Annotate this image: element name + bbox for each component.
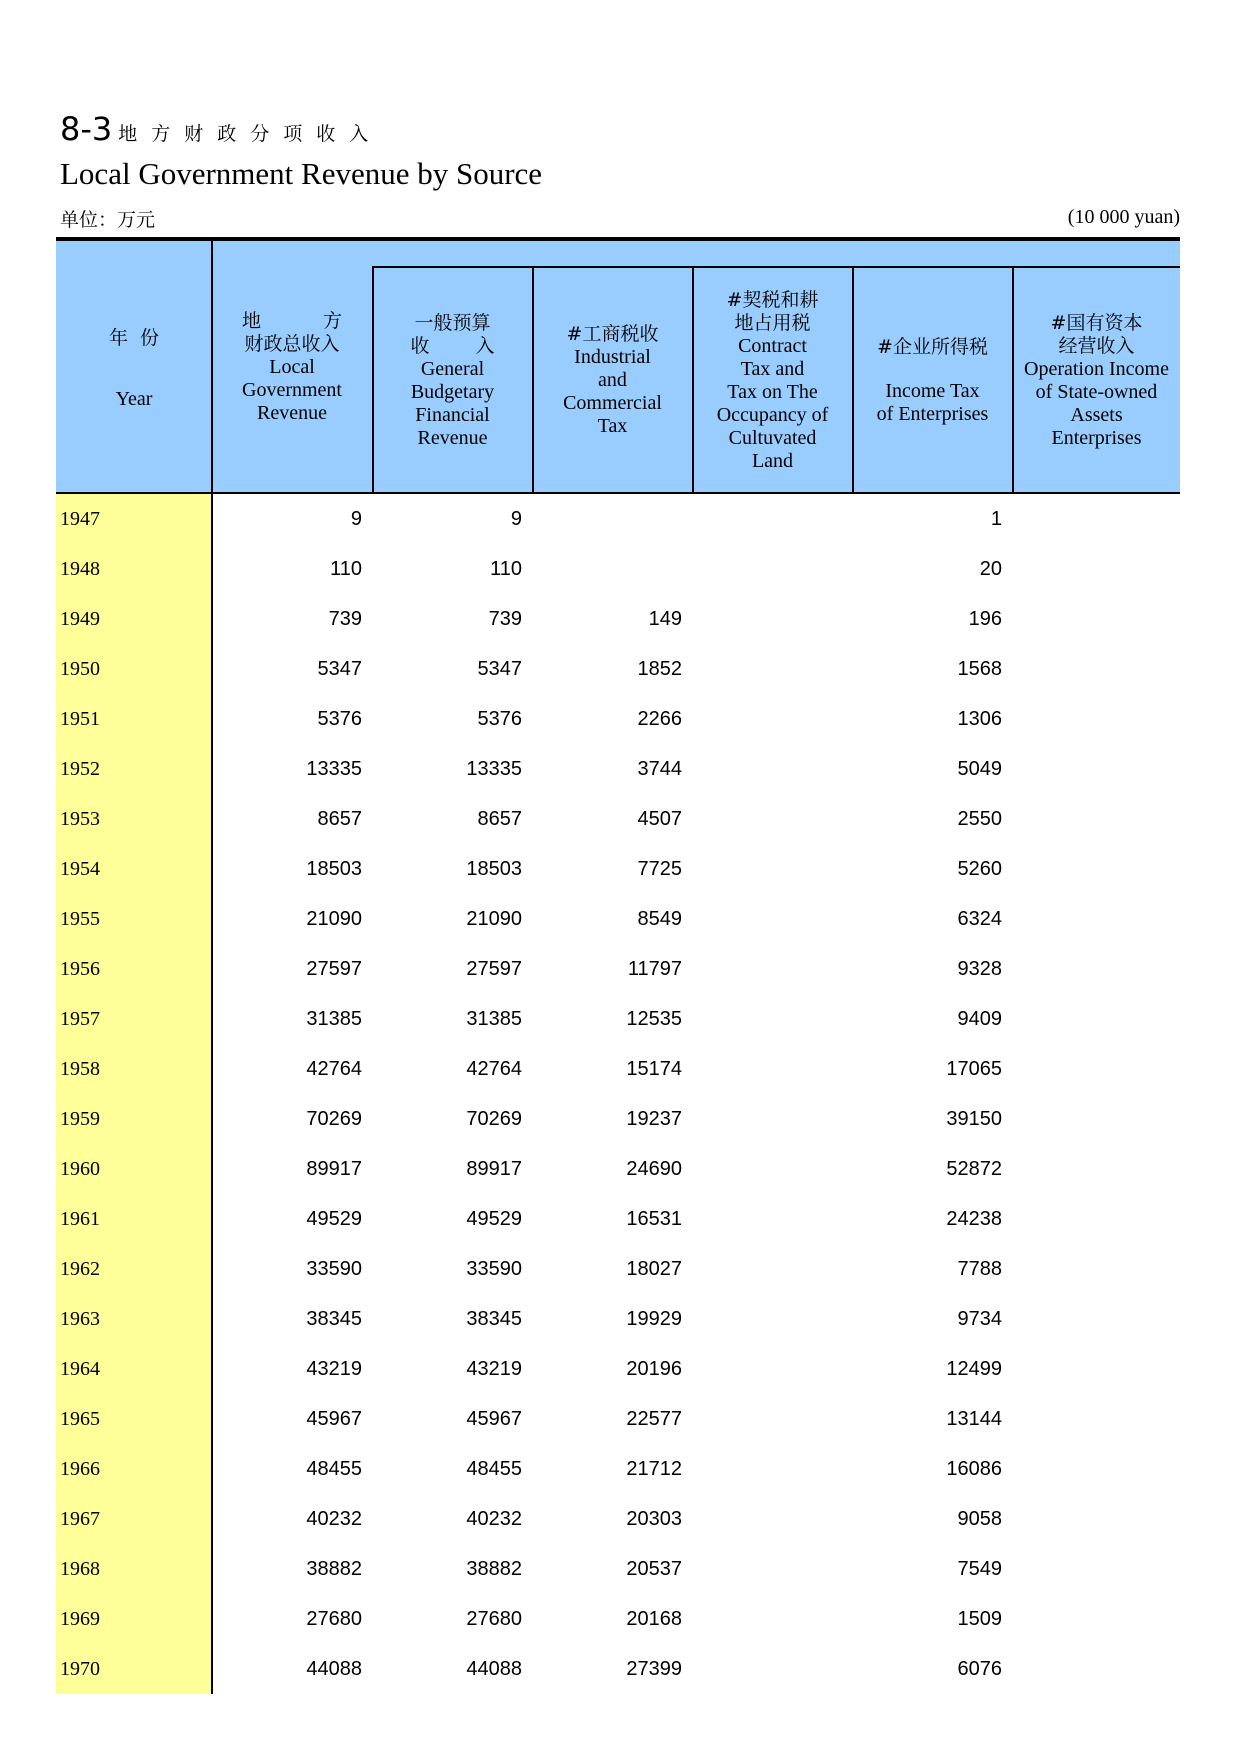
page-title-chinese bbox=[60, 110, 382, 148]
cell-industrial: 20196 bbox=[626, 1358, 682, 1380]
table-row bbox=[56, 1593, 1180, 1643]
cell-total: 38882 bbox=[306, 1558, 362, 1580]
header-general-cn-top: 一般预算 bbox=[414, 311, 491, 334]
cell-industrial: 27399 bbox=[626, 1658, 682, 1680]
cell-income: 16086 bbox=[946, 1458, 1002, 1480]
row-year: 1970 bbox=[60, 1658, 100, 1680]
cell-total: 33590 bbox=[306, 1258, 362, 1280]
row-year: 1959 bbox=[60, 1108, 100, 1130]
header-local-cn-bottom: 财政总收入 bbox=[244, 332, 340, 355]
header-state-assets bbox=[1013, 268, 1180, 493]
unit-label-chinese: 单位：万元 bbox=[60, 209, 156, 231]
cell-income: 5260 bbox=[957, 858, 1002, 880]
cell-industrial: 18027 bbox=[626, 1258, 682, 1280]
row-year: 1955 bbox=[60, 908, 100, 930]
cell-industrial: 12535 bbox=[626, 1008, 682, 1030]
cell-industrial: 20303 bbox=[626, 1508, 682, 1530]
cell-general: 739 bbox=[488, 608, 522, 630]
cell-income: 17065 bbox=[946, 1058, 1002, 1080]
row-year: 1949 bbox=[60, 608, 100, 630]
cell-general: 40232 bbox=[466, 1508, 522, 1530]
header-income-en-2: of Enterprises bbox=[876, 402, 989, 425]
cell-general: 48455 bbox=[466, 1458, 522, 1480]
header-general-cn-right: 入 bbox=[475, 334, 495, 357]
cell-income: 13144 bbox=[946, 1408, 1002, 1430]
row-year: 1961 bbox=[60, 1208, 100, 1230]
header-local-cn-right: 方 bbox=[322, 309, 342, 332]
table-row bbox=[56, 1043, 1180, 1093]
header-contract-tax bbox=[693, 268, 852, 493]
table-row bbox=[56, 893, 1180, 943]
cell-total: 70269 bbox=[306, 1108, 362, 1130]
row-year: 1962 bbox=[60, 1258, 100, 1280]
cell-total: 89917 bbox=[306, 1158, 362, 1180]
header-state-cn-1: #国有资本 bbox=[1050, 311, 1143, 334]
cell-industrial: 16531 bbox=[626, 1208, 682, 1230]
table-row bbox=[56, 843, 1180, 893]
row-year: 1947 bbox=[60, 508, 100, 530]
header-contract-cn-2: 地占用税 bbox=[734, 311, 811, 334]
row-year: 1953 bbox=[60, 808, 100, 830]
cell-total: 110 bbox=[330, 558, 362, 580]
table-row bbox=[56, 543, 1180, 593]
cell-industrial: 149 bbox=[648, 608, 682, 630]
page-title-english: Local Government Revenue by Source bbox=[60, 156, 543, 191]
header-contract-en-6: Land bbox=[751, 449, 794, 472]
header-local-cn-left: 地 bbox=[242, 309, 262, 332]
cell-total: 40232 bbox=[306, 1508, 362, 1530]
cell-income: 2550 bbox=[957, 808, 1002, 830]
table-row bbox=[56, 1143, 1180, 1193]
cell-total: 5347 bbox=[317, 658, 362, 680]
header-state-en-1: Operation Income bbox=[1024, 357, 1169, 380]
header-general-en-2: Budgetary bbox=[410, 380, 495, 403]
unit-label-english: (10 000 yuan) bbox=[1067, 206, 1180, 228]
header-local-en-3: Revenue bbox=[257, 401, 327, 424]
cell-total: 13335 bbox=[306, 758, 362, 780]
cell-total: 8657 bbox=[317, 808, 362, 830]
row-year: 1950 bbox=[60, 658, 100, 680]
header-general-en-1: General bbox=[420, 357, 485, 380]
cell-total: 9 bbox=[350, 508, 362, 530]
row-year: 1963 bbox=[60, 1308, 100, 1330]
cell-general: 42764 bbox=[466, 1058, 522, 1080]
cell-income: 12499 bbox=[946, 1358, 1002, 1380]
row-year: 1960 bbox=[60, 1158, 100, 1180]
cell-general: 5347 bbox=[477, 658, 522, 680]
cell-industrial: 20537 bbox=[626, 1558, 682, 1580]
cell-general: 27680 bbox=[466, 1608, 522, 1630]
table-row bbox=[56, 1293, 1180, 1343]
cell-total: 45967 bbox=[306, 1408, 362, 1430]
cell-industrial: 24690 bbox=[626, 1158, 682, 1180]
cell-income: 196 bbox=[968, 608, 1002, 630]
cell-industrial: 19237 bbox=[626, 1108, 682, 1130]
cell-total: 42764 bbox=[306, 1058, 362, 1080]
header-income-cn: #企业所得税 bbox=[877, 335, 988, 358]
table-row bbox=[56, 993, 1180, 1043]
cell-total: 27680 bbox=[306, 1608, 362, 1630]
cell-industrial: 3744 bbox=[637, 758, 682, 780]
table-row bbox=[56, 1493, 1180, 1543]
cell-income: 7788 bbox=[957, 1258, 1002, 1280]
header-contract-en-4: Occupancy of bbox=[716, 403, 829, 426]
cell-total: 5376 bbox=[317, 708, 362, 730]
cell-general: 31385 bbox=[466, 1008, 522, 1030]
cell-industrial: 11797 bbox=[627, 958, 682, 980]
cell-industrial: 20168 bbox=[626, 1608, 682, 1630]
header-contract-cn-1: #契税和耕 bbox=[726, 288, 819, 311]
cell-income: 9734 bbox=[957, 1308, 1002, 1330]
cell-industrial: 1852 bbox=[637, 658, 682, 680]
table-row bbox=[56, 493, 1180, 543]
title-chinese-text: 地方财政分项收入 bbox=[118, 123, 383, 145]
cell-income: 9328 bbox=[957, 958, 1002, 980]
cell-income: 9058 bbox=[957, 1508, 1002, 1530]
cell-income: 52872 bbox=[946, 1158, 1002, 1180]
cell-general: 27597 bbox=[466, 958, 522, 980]
cell-industrial: 19929 bbox=[626, 1308, 682, 1330]
row-year: 1966 bbox=[60, 1458, 100, 1480]
cell-total: 21090 bbox=[306, 908, 362, 930]
cell-income: 6076 bbox=[957, 1658, 1002, 1680]
cell-general: 70269 bbox=[466, 1108, 522, 1130]
cell-income: 39150 bbox=[946, 1108, 1002, 1130]
header-industrial-en-2: and bbox=[598, 369, 627, 391]
cell-general: 43219 bbox=[466, 1358, 522, 1380]
row-year: 1965 bbox=[60, 1408, 100, 1430]
header-income-en-1: Income Tax bbox=[885, 379, 980, 402]
table-number: 8-3 bbox=[60, 110, 113, 148]
table-row bbox=[56, 1443, 1180, 1493]
row-year: 1952 bbox=[60, 758, 100, 780]
cell-industrial: 2266 bbox=[637, 708, 682, 730]
row-year: 1948 bbox=[60, 558, 100, 580]
table-row bbox=[56, 1243, 1180, 1293]
header-local-en-1: Local bbox=[269, 355, 315, 378]
header-general-en-3: Financial bbox=[415, 403, 490, 426]
header-state-en-2: of State-owned bbox=[1035, 380, 1158, 403]
cell-industrial: 22577 bbox=[626, 1408, 682, 1430]
cell-income: 20 bbox=[979, 558, 1002, 580]
cell-general: 49529 bbox=[466, 1208, 522, 1230]
cell-general: 45967 bbox=[466, 1408, 522, 1430]
header-year-cn: 年份 bbox=[108, 327, 171, 349]
header-industrial-en-1: Industrial bbox=[574, 346, 651, 368]
table-row bbox=[56, 793, 1180, 843]
cell-industrial: 4507 bbox=[637, 808, 682, 830]
cell-income: 1568 bbox=[957, 658, 1002, 680]
header-contract-en-5: Cultuvated bbox=[728, 426, 817, 449]
cell-general: 89917 bbox=[466, 1158, 522, 1180]
row-year: 1951 bbox=[60, 708, 100, 730]
cell-total: 739 bbox=[328, 608, 362, 630]
cell-industrial: 8549 bbox=[637, 908, 682, 930]
table-row bbox=[56, 1543, 1180, 1593]
cell-income: 1509 bbox=[957, 1608, 1002, 1630]
cell-total: 38345 bbox=[306, 1308, 362, 1330]
cell-general: 21090 bbox=[466, 908, 522, 930]
cell-general: 18503 bbox=[466, 858, 522, 880]
table-row bbox=[56, 1343, 1180, 1393]
table-row bbox=[56, 1643, 1180, 1693]
cell-total: 44088 bbox=[306, 1658, 362, 1680]
cell-general: 38882 bbox=[466, 1558, 522, 1580]
table-row bbox=[56, 1393, 1180, 1443]
row-year: 1967 bbox=[60, 1508, 100, 1530]
cell-total: 27597 bbox=[306, 958, 362, 980]
table-row bbox=[56, 943, 1180, 993]
header-contract-en-1: Contract bbox=[738, 334, 807, 357]
header-industrial-tax bbox=[533, 268, 692, 493]
cell-general: 9 bbox=[510, 508, 522, 530]
cell-general: 33590 bbox=[466, 1258, 522, 1280]
cell-general: 44088 bbox=[466, 1658, 522, 1680]
cell-income: 7549 bbox=[957, 1558, 1002, 1580]
cell-total: 49529 bbox=[306, 1208, 362, 1230]
header-state-en-4: Enterprises bbox=[1051, 426, 1142, 449]
header-industrial-en-3: Commercial bbox=[563, 392, 662, 414]
row-year: 1954 bbox=[60, 858, 100, 880]
cell-industrial: 15174 bbox=[626, 1058, 682, 1080]
header-contract-en-2: Tax and bbox=[740, 357, 805, 380]
table-body bbox=[56, 493, 1180, 1693]
cell-general: 110 bbox=[490, 558, 522, 580]
row-year: 1956 bbox=[60, 958, 100, 980]
cell-industrial: 7725 bbox=[637, 858, 682, 880]
header-general-en-4: Revenue bbox=[417, 426, 488, 449]
cell-industrial: 21712 bbox=[626, 1458, 682, 1480]
cell-general: 5376 bbox=[477, 708, 522, 730]
row-year: 1958 bbox=[60, 1058, 100, 1080]
cell-income: 9409 bbox=[957, 1008, 1002, 1030]
cell-total: 43219 bbox=[306, 1358, 362, 1380]
cell-income: 24238 bbox=[946, 1208, 1002, 1230]
table-row bbox=[56, 593, 1180, 643]
table-row bbox=[56, 1093, 1180, 1143]
row-year: 1968 bbox=[60, 1558, 100, 1580]
cell-income: 6324 bbox=[957, 908, 1002, 930]
cell-general: 38345 bbox=[466, 1308, 522, 1330]
header-local-en-2: Government bbox=[242, 378, 342, 401]
header-year-en: Year bbox=[115, 388, 153, 410]
table-row bbox=[56, 693, 1180, 743]
header-general-cn-left: 收 bbox=[410, 334, 430, 357]
cell-income: 1306 bbox=[957, 708, 1002, 730]
row-year: 1969 bbox=[60, 1608, 100, 1630]
header-income-tax bbox=[853, 268, 1012, 493]
row-year: 1964 bbox=[60, 1358, 100, 1380]
table-row bbox=[56, 743, 1180, 793]
cell-total: 31385 bbox=[306, 1008, 362, 1030]
cell-general: 8657 bbox=[477, 808, 522, 830]
header-state-cn-2: 经营收入 bbox=[1058, 334, 1135, 357]
table-row bbox=[56, 1193, 1180, 1243]
header-local-total bbox=[212, 241, 372, 493]
row-year: 1957 bbox=[60, 1008, 100, 1030]
cell-total: 48455 bbox=[306, 1458, 362, 1480]
header-contract-en-3: Tax on The bbox=[727, 380, 818, 403]
header-year bbox=[56, 241, 212, 493]
header-industrial-en-4: Tax bbox=[597, 415, 628, 437]
cell-income: 1 bbox=[990, 508, 1002, 530]
cell-general: 13335 bbox=[466, 758, 522, 780]
header-general-budget bbox=[373, 268, 532, 493]
header-state-en-3: Assets bbox=[1070, 403, 1123, 426]
header-industrial-cn: #工商税收 bbox=[566, 323, 659, 345]
table-row bbox=[56, 643, 1180, 693]
cell-income: 5049 bbox=[957, 758, 1002, 780]
cell-total: 18503 bbox=[306, 858, 362, 880]
